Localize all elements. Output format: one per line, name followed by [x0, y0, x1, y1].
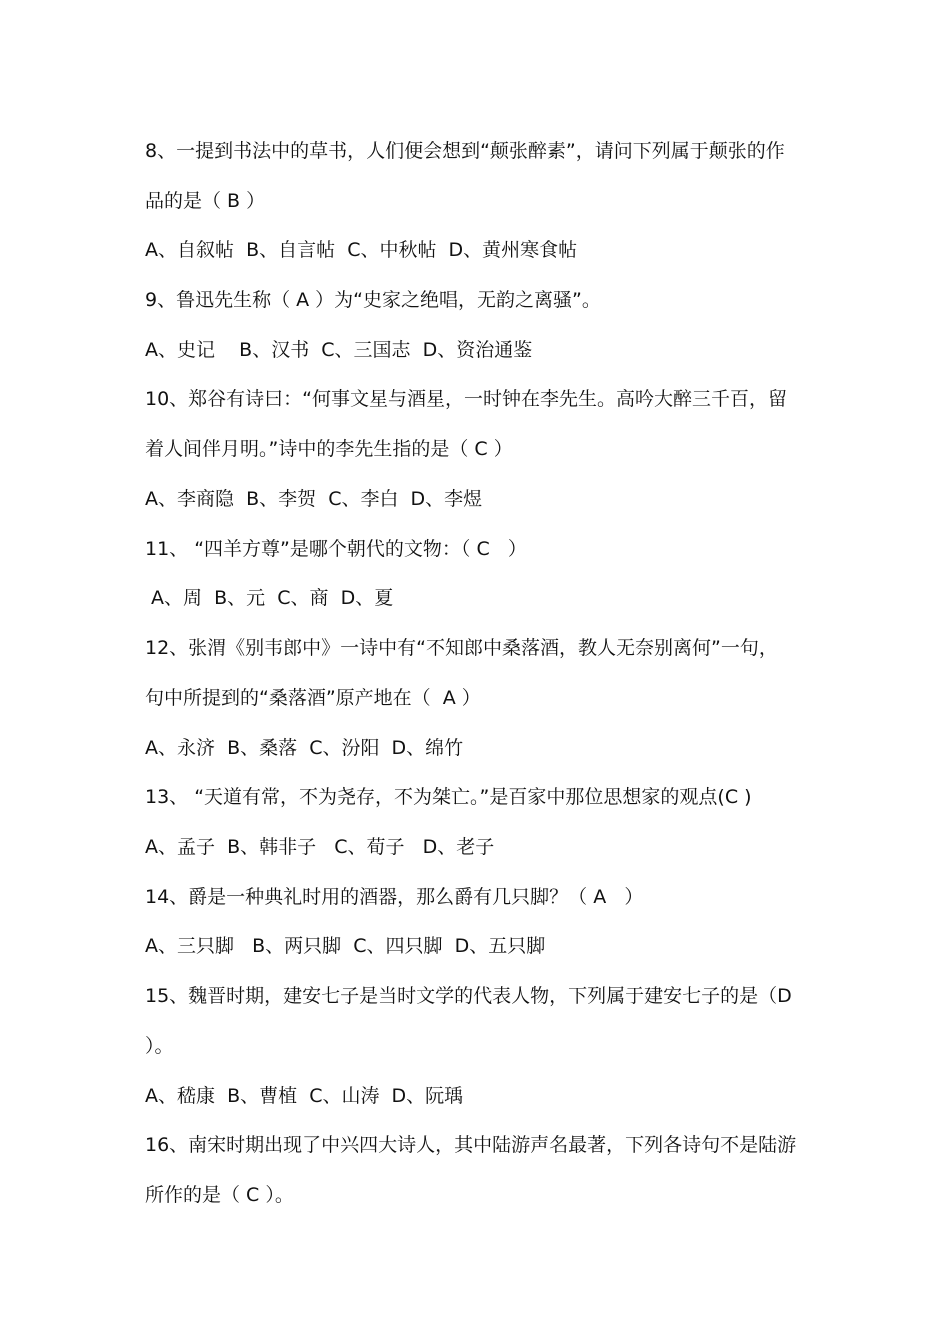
- question-12-line-2: 句中所提到的“桑落酒”原产地在（ A ）: [145, 687, 481, 709]
- question-16-line-1: 16、南宋时期出现了中兴四大诗人，其中陆游声名最著，下列各诗句不是陆游: [145, 1134, 797, 1156]
- question-9-options: A、史记 B、汉书 C、三国志 D、资治通鉴: [145, 339, 533, 361]
- question-15-line-1: 15、魏晋时期，建安七子是当时文学的代表人物，下列属于建安七子的是（D: [145, 985, 792, 1007]
- question-12-line-1: 12、张渭《别韦郎中》一诗中有“不知郎中桑落酒，教人无奈别离何”一句，: [145, 637, 778, 659]
- question-12-options: A、永济 B、桑落 C、汾阳 D、绵竹: [145, 737, 464, 759]
- question-8-line-2: 品的是（ B ）: [145, 190, 266, 212]
- question-13: 13、 “天道有常，不为尧存，不为桀亡。”是百家中那位思想家的观点(C ): [145, 786, 752, 808]
- question-15-line-2: ）。: [145, 1035, 174, 1057]
- question-8-options: A、自叙帖 B、自言帖 C、中秋帖 D、黄州寒食帖: [145, 239, 578, 261]
- question-14-options: A、三只脚 B、两只脚 C、四只脚 D、五只脚: [145, 935, 546, 957]
- question-16-line-2: 所作的是（ C ）。: [145, 1184, 294, 1206]
- question-11: 11、 “四羊方尊”是哪个朝代的文物：（ C ）: [145, 538, 527, 560]
- question-14: 14、爵是一种典礼时用的酒器，那么爵有几只脚？（ A ）: [145, 886, 644, 908]
- question-11-options: A、周 B、元 C、商 D、夏: [145, 587, 394, 609]
- question-15-options: A、嵇康 B、曹植 C、山涛 D、阮瑀: [145, 1085, 464, 1107]
- question-10-options: A、李商隐 B、李贺 C、李白 D、李煜: [145, 488, 483, 510]
- question-13-options: A、孟子 B、韩非子 C、荀子 D、老子: [145, 836, 495, 858]
- question-8-line-1: 8、一提到书法中的草书，人们便会想到“颠张醉素”，请问下列属于颠张的作: [145, 140, 785, 162]
- question-9: 9、鲁迅先生称（ A ）为“史家之绝唱，无韵之离骚”。: [145, 289, 601, 311]
- question-10-line-2: 着人间伴月明。”诗中的李先生指的是（ C ）: [145, 438, 513, 460]
- question-10-line-1: 10、郑谷有诗曰：“何事文星与酒星，一时钟在李先生。高吟大醉三千百，留: [145, 388, 788, 410]
